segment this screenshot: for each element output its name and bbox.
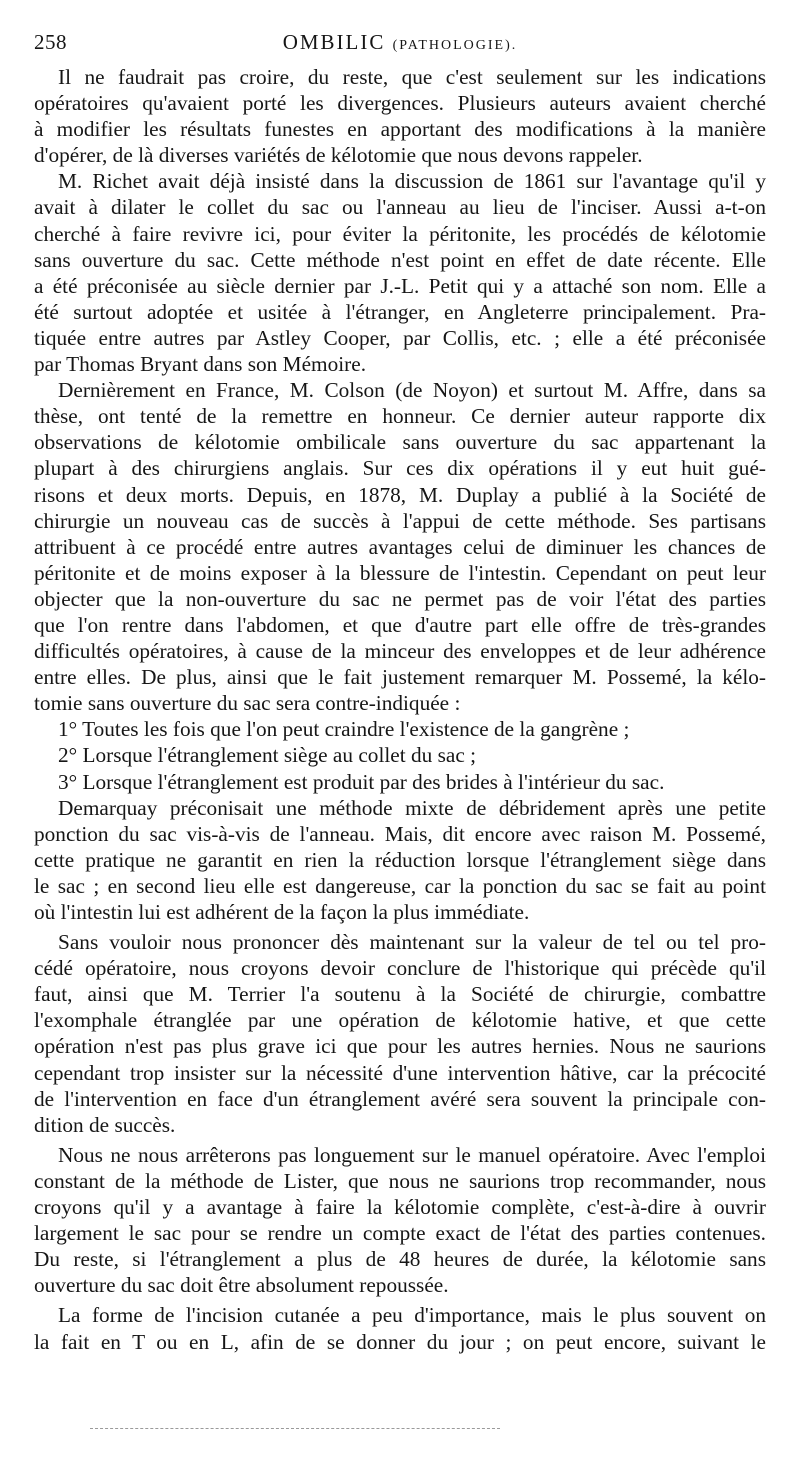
- text-line: Sans vouloir nous prononcer dès maintenant sur la valeur de tel ou tel pro-: [58, 930, 766, 955]
- text-line: tomie sans ouverture du sac sera contre-indiquée :: [34, 691, 461, 716]
- text-line: que l'on rentre dans l'abdomen, et que d'autre part elle offre de très-grandes: [34, 612, 766, 637]
- text-line: chirurgie un nouveau cas de succès à l'appui de cette méthode. Ses partisans: [34, 508, 766, 533]
- footer-rule: [90, 1428, 500, 1429]
- text-line: d'opérer, de là diverses variétés de kélotomie que nous devons rappeler.: [34, 143, 643, 168]
- text-line: 1° Toutes les fois que l'on peut craindre l'existence de la gangrène ;: [58, 717, 630, 742]
- text-line: Demarquay préconisait une méthode mixte de débridement après une petite: [58, 795, 766, 820]
- text-line: largement le sac pour se rendre un compte exact de l'état des parties contenues.: [34, 1221, 766, 1246]
- text-line: cependant trop insister sur la nécessité d'une intervention hâtive, car la précocité: [34, 1060, 766, 1085]
- text-line: où l'intestin lui est adhérent de la façon la plus immédiate.: [34, 900, 530, 924]
- text-line: attribuent à ce procédé entre autres avantages celui de diminuer les chances de: [34, 534, 766, 559]
- text-line: cédé opératoire, nous croyons devoir conclure de l'historique qui précède qu'il: [34, 956, 766, 981]
- text-line: dition de succès.: [34, 1112, 176, 1137]
- text-line: de l'intervention en face d'un étranglement avéré sera souvent la principale con-: [34, 1086, 766, 1111]
- text-line: opération n'est pas plus grave ici que pour les autres hernies. Nous ne saurions: [34, 1034, 766, 1059]
- text-line: constant de la méthode de Lister, que nous ne saurions trop recommander, nous: [34, 1168, 766, 1193]
- text-line: été surtout adoptée et usitée à l'étranger, en Angleterre principalement. Pra-: [34, 299, 766, 324]
- text-line: 3° Lorsque l'étranglement est produit par des brides à l'intérieur du sac.: [58, 769, 665, 794]
- text-line: le sac ; en second lieu elle est dangereuse, car la ponction du sac se fait au point: [34, 873, 766, 898]
- text-line: difficultés opératoires, à cause de la minceur des enveloppes et de leur adhérence: [34, 639, 766, 664]
- text-line: tiquée entre autres par Astley Cooper, par Collis, etc. ; elle a été préconisée: [34, 325, 766, 350]
- text-line: objecter que la non-ouverture du sac ne permet pas de voir l'état des parties: [34, 586, 766, 611]
- text-line: l'exomphale étranglée par une opération de kélotomie hative, et que cette: [34, 1008, 766, 1033]
- text-line: cette pratique ne garantit en rien la réduction lorsque l'étranglement siège dans: [34, 847, 766, 872]
- running-head: [34, 30, 766, 55]
- running-head-title: OMBILIC: [282, 30, 386, 54]
- text-line: entre elles. De plus, ainsi que le fait justement remarquer M. Possemé, la kélo-: [34, 665, 766, 690]
- text-line: thèse, ont tenté de la remettre en honneur. Ce dernier auteur rapporte dix: [34, 404, 766, 429]
- text-line: M. Richet avait déjà insisté dans la discussion de 1861 sur l'avantage qu'il y: [58, 169, 766, 194]
- text-line: à modifier les résultats funestes en apportant des modifications à la manière: [34, 117, 766, 142]
- text-line: la fait en T ou en L, afin de se donner du jour ; on peut encore, suivant le: [34, 1329, 766, 1354]
- text-line: croyons qu'il y a avantage à faire la kélotomie complète, c'est-à-dire à ouvrir: [34, 1195, 766, 1220]
- text-line: Dernièrement en France, M. Colson (de Noyon) et surtout M. Affre, dans sa: [58, 378, 766, 403]
- text-line: Du reste, si l'étranglement a plus de 48 heures de durée, la kélotomie sans: [34, 1247, 766, 1272]
- text-line: La forme de l'incision cutanée a peu d'importance, mais le plus souvent on: [58, 1303, 766, 1328]
- text-line: a été préconisée au siècle dernier par J.-L. Petit qui y a attaché son nom. Elle a: [34, 273, 766, 298]
- text-line: sans ouverture du sac. Cette méthode n'est point en effet de date récente. Elle: [34, 247, 766, 272]
- text-line: Nous ne nous arrêterons pas longuement sur le manuel opératoire. Avec l'emploi: [58, 1142, 766, 1167]
- body-text: [34, 64, 766, 1355]
- text-line: ponction du sac vis-à-vis de l'anneau. Mais, dit encore avec raison M. Possemé,: [34, 821, 766, 846]
- text-line: observations de kélotomie ombilicale sans ouverture du sac appartenant la: [34, 430, 766, 455]
- running-head-subtitle: (PATHOLOGIE).: [392, 38, 518, 53]
- page-number: 258: [34, 30, 67, 54]
- text-line: cherché à faire revivre ici, pour éviter la péritonite, les procédés de kélotomie: [34, 221, 766, 246]
- text-line: 2° Lorsque l'étranglement siège au collet du sac ;: [58, 743, 477, 768]
- text-line: Il ne faudrait pas croire, du reste, que c'est seulement sur les indications: [58, 65, 766, 89]
- text-line: faut, ainsi que M. Terrier l'a soutenu à la Société de chirurgie, combattre: [34, 982, 766, 1007]
- text-line: par Thomas Bryant dans son Mémoire.: [34, 352, 367, 377]
- page-header: [34, 30, 766, 60]
- text-line: avait à dilater le collet du sac ou l'anneau au lieu de l'inciser. Aussi a-t-on: [34, 195, 766, 220]
- text-line: opératoires qu'avaient porté les divergences. Plusieurs auteurs avaient cherché: [34, 91, 766, 116]
- text-line: péritonite et de moins exposer à la blessure de l'intestin. Cependant on peut leur: [34, 560, 766, 585]
- text-line: risons et deux morts. Depuis, en 1878, M. Duplay a publié à la Société de: [34, 482, 766, 507]
- text-line: ouverture du sac doit être absolument repoussée.: [34, 1273, 449, 1298]
- text-line: plupart à des chirurgiens anglais. Sur ces dix opérations il y eut huit gué-: [34, 456, 766, 481]
